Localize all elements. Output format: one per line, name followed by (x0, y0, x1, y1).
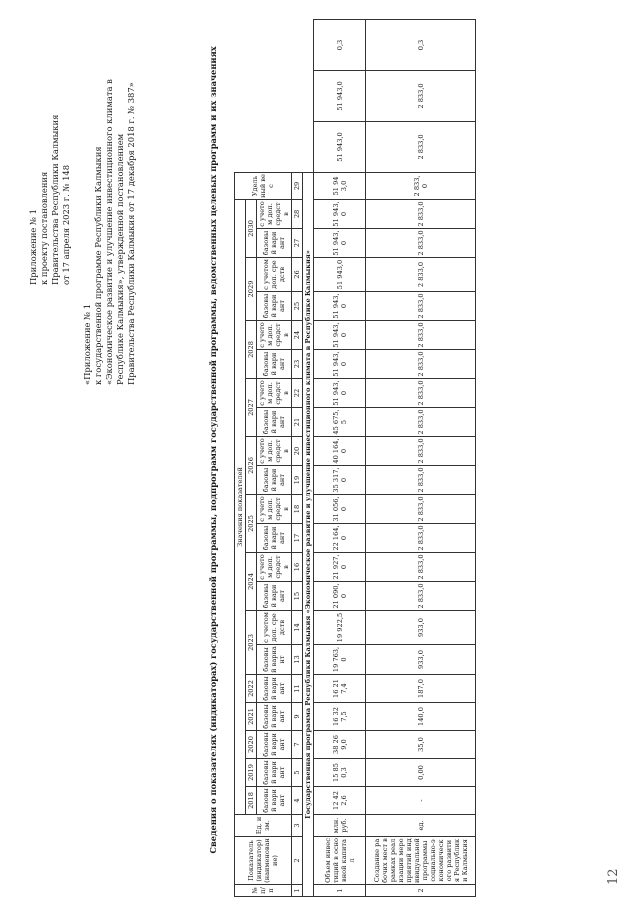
column-number: 20 (292, 437, 303, 466)
column-number: 7 (292, 731, 303, 759)
year-header: 2024 (246, 553, 257, 611)
header-weight: Удельный вес (235, 172, 292, 199)
row-value: 51 943,0 (314, 229, 366, 258)
row-unit: ед. (366, 815, 476, 837)
variant-header: с учетом доп. средств (258, 438, 290, 464)
row-weight: 0,3 (314, 20, 366, 71)
variant-header: с учетом доп. средств (257, 611, 292, 645)
annex-line: от 17 апреля 2023 г. № 148 (61, 164, 71, 285)
variant-header: базовый вариант (257, 787, 292, 815)
header-values: Значения показателей (235, 199, 246, 814)
column-number: 21 (292, 408, 303, 437)
table-row (314, 20, 366, 897)
year-header: 2027 (246, 379, 257, 437)
year-header: 2021 (246, 703, 257, 731)
column-number: 18 (292, 495, 303, 524)
header-unit: Ед. изм. (235, 815, 292, 837)
variant-header: базовый вариант (257, 731, 292, 759)
variant-header: базовый вариант (257, 229, 292, 258)
row-value: 35 317,0 (314, 466, 366, 495)
row-value: 51 943,0 (314, 321, 366, 350)
year-header: 2026 (246, 437, 257, 495)
variant-header: базовый вариант (257, 350, 292, 379)
row-value: 22 164,0 (314, 524, 366, 553)
section-title: Государственная программа Республики Калмыкия «Экономическое развитие и улучшение инвестиционного климата в Республике Калмыкия» (303, 172, 314, 896)
variant-header: базовый вариант (257, 703, 292, 731)
row-indicator: Объем инвестиций в основной капитал (314, 837, 366, 885)
variant-header: с учетом доп. средств (258, 322, 290, 348)
column-number: 17 (292, 524, 303, 553)
column-number: 14 (292, 611, 303, 645)
row-value: 51 943,0 (314, 70, 366, 121)
row-value: 40 164,0 (314, 437, 366, 466)
column-number: 9 (292, 703, 303, 731)
variant-header: базовый вариант (257, 675, 292, 703)
column-number: 28 (292, 199, 303, 228)
header-row-years (246, 20, 257, 897)
annex-quote-line: Республике Калмыкия», утвержденной постановлением (115, 133, 125, 385)
column-number-row (292, 20, 303, 897)
row-value: 140,0 (366, 703, 476, 731)
column-number: 15 (292, 582, 303, 611)
row-value: 2 833,0 (366, 350, 476, 379)
document-title: Сведения о показателях (индикаторах) государственной программы, подпрограмм государственной программы, ведомственных целевых программ и их значениях (208, 46, 218, 854)
variant-header: с учетом доп. средств (258, 554, 290, 580)
row-value: 933,0 (366, 645, 476, 675)
row-value: 51 943,0 (314, 350, 366, 379)
column-number: 19 (292, 466, 303, 495)
row-value: 12 422,6 (314, 787, 366, 815)
row-value: 51 943,0 (314, 379, 366, 408)
column-number: 22 (292, 379, 303, 408)
row-value: 2 833,0 (366, 70, 476, 121)
row-value: 2 833,0 (366, 292, 476, 321)
row-value: 51 943,0 (314, 121, 366, 172)
column-number: 2 (292, 837, 303, 885)
annex-quote-line: Правительства Республики Калмыкия от 17 декабря 2018 г. № 387» (126, 82, 136, 385)
year-header: 2020 (246, 731, 257, 759)
row-weight: 0,3 (366, 20, 476, 71)
column-number: 27 (292, 229, 303, 258)
indicators-table (234, 19, 476, 897)
column-number: 13 (292, 645, 303, 675)
row-value: 2 833,0 (366, 199, 476, 228)
variant-header: базовый вариант (257, 582, 292, 611)
row-value: 2 833,0 (366, 121, 476, 172)
row-value: 51 943,0 (314, 172, 366, 199)
row-value: 2 833,0 (366, 524, 476, 553)
row-value: 2 833,0 (366, 466, 476, 495)
variant-header: с учетом доп. средств (258, 201, 290, 227)
variant-header: базовый вариант (257, 524, 292, 553)
row-value: 187,0 (366, 675, 476, 703)
row-value: 2 833,0 (366, 172, 476, 199)
row-value: 45 675,5 (314, 408, 366, 437)
page-number: 12 (606, 868, 621, 885)
section-row (303, 20, 314, 897)
header-num: № п/п (235, 885, 292, 897)
column-number: 5 (292, 759, 303, 787)
year-header: 2029 (246, 258, 257, 321)
variant-header: базовый вариант (257, 408, 292, 437)
header-row-1 (235, 20, 246, 897)
row-value: 2 833,0 (366, 321, 476, 350)
column-number: 1 (292, 885, 303, 897)
row-value: 2 833,0 (366, 437, 476, 466)
row-value: 51 943,0 (314, 292, 366, 321)
row-value: 933,0 (366, 611, 476, 645)
variant-header: с учетом доп. средств (257, 258, 292, 292)
row-value: 35,0 (366, 731, 476, 759)
annex-quote-line: «Экономическое развитие и улучшение инвестиционного климата в (104, 79, 114, 385)
row-value: 21 927,0 (314, 553, 366, 582)
row-value: 2 833,0 (366, 495, 476, 524)
row-value: 2 833,0 (366, 553, 476, 582)
year-header: 2019 (246, 759, 257, 787)
variant-header: с учетом доп. средств (258, 496, 290, 522)
row-value: 51 943,0 (314, 199, 366, 228)
row-value: 19 763,0 (314, 645, 366, 675)
row-value: 2 833,0 (366, 582, 476, 611)
row-value: 2 833,0 (366, 229, 476, 258)
annex-quote-line: к государственной программе Республики Калмыкия (93, 146, 103, 385)
row-value: - (366, 787, 476, 815)
row-value: 0,00 (366, 759, 476, 787)
column-number: 3 (292, 815, 303, 837)
year-header: 2022 (246, 675, 257, 703)
row-value: 19 922,5 (314, 611, 366, 645)
row-value: 31 056,0 (314, 495, 366, 524)
column-number: 29 (292, 172, 303, 199)
row-value: 2 833,0 (366, 379, 476, 408)
year-header: 2023 (246, 611, 257, 675)
annex-line: Правительства Республики Калмыкия (50, 114, 60, 285)
year-header: 2030 (246, 199, 257, 257)
row-unit: млн. руб. (314, 815, 366, 837)
column-number: 11 (292, 675, 303, 703)
column-number: 4 (292, 787, 303, 815)
row-indicator: Создание рабочих мест в рамках реализации мероприятий индивидуальной программы социально-экономического развития Республики Калмыкия (366, 837, 476, 885)
column-number: 16 (292, 553, 303, 582)
annex-header (28, 25, 72, 285)
row-value: 51 943,0 (314, 258, 366, 292)
row-number: 1 (314, 885, 366, 897)
variant-header: с учетом доп. средств (258, 380, 290, 406)
row-value: 2 833,0 (366, 408, 476, 437)
row-value: 2 833,0 (366, 258, 476, 292)
row-value: 16 217,4 (314, 675, 366, 703)
column-number: 23 (292, 350, 303, 379)
annex-quote (82, 25, 137, 385)
year-header: 2018 (246, 787, 257, 815)
row-value: 15 850,3 (314, 759, 366, 787)
variant-header: базовый вариант (257, 645, 292, 675)
variant-header: базовый вариант (257, 466, 292, 495)
annex-line: Приложение № 1 (28, 209, 38, 285)
row-number: 2 (366, 885, 476, 897)
header-indicator: Показатель (индикатор) (наименование) (235, 837, 292, 885)
variant-header: базовый вариант (257, 759, 292, 787)
year-header: 2028 (246, 321, 257, 379)
column-number: 24 (292, 321, 303, 350)
row-value: 16 327,5 (314, 703, 366, 731)
row-value: 21 090,0 (314, 582, 366, 611)
row-value: 38 269,0 (314, 731, 366, 759)
header-row-variants (257, 20, 292, 897)
annex-line: к проекту постановления (39, 171, 49, 285)
table-row (366, 20, 476, 897)
variant-header: базовый вариант (257, 292, 292, 321)
year-header: 2025 (246, 495, 257, 553)
column-number: 26 (292, 258, 303, 292)
column-number: 25 (292, 292, 303, 321)
annex-quote-line: «Приложение № 1 (82, 303, 92, 385)
